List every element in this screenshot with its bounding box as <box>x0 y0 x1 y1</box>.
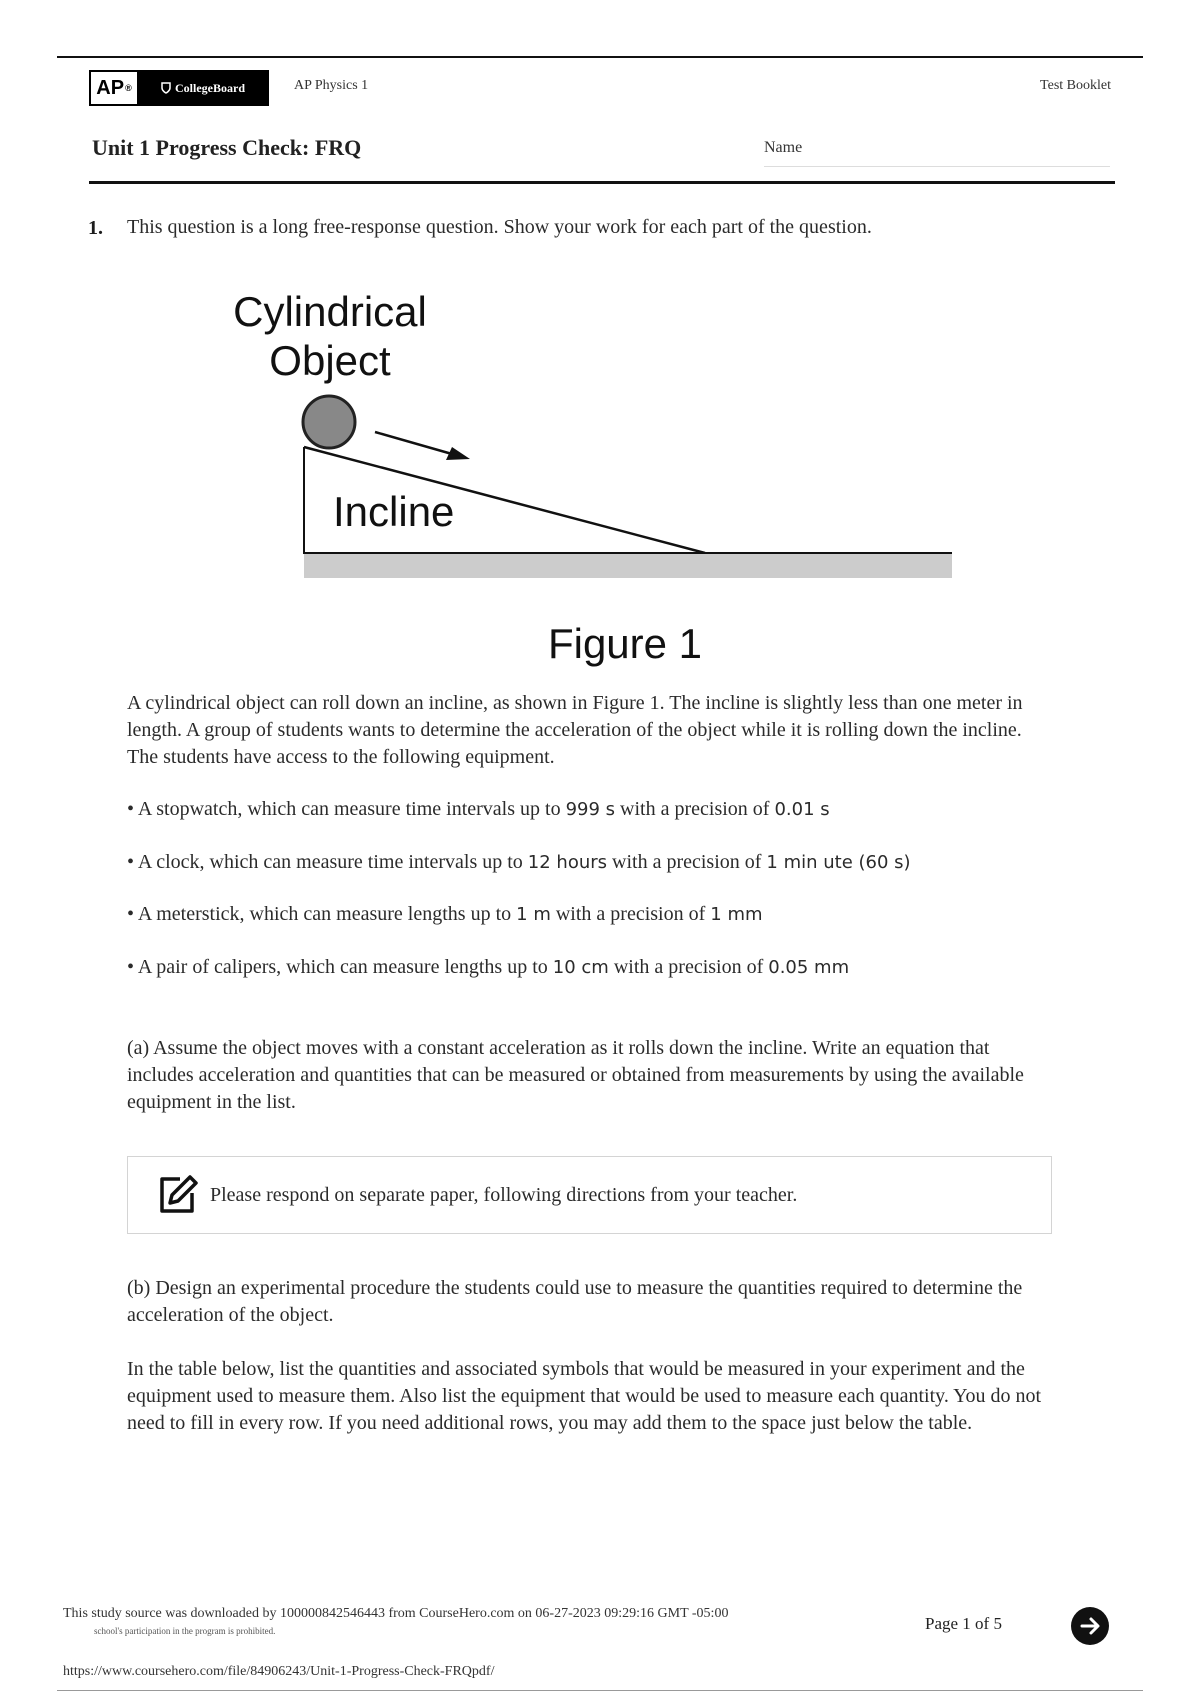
ap-collegeboard-logo <box>89 70 269 106</box>
header-rule <box>89 181 1115 184</box>
fine-print: school's participation in the program is prohibited. <box>94 1626 276 1636</box>
figure-caption: Figure 1 <box>547 620 703 667</box>
cylinder-shape <box>303 396 355 448</box>
ap-logo: AP ® <box>91 72 139 104</box>
edit-icon <box>156 1173 200 1217</box>
incline-figure <box>200 280 980 670</box>
ground-surface <box>304 554 952 578</box>
part-a-prompt: (a) Assume the object moves with a constant acceleration as it rolls down the incline. Write an equation that includes acceleration and quantities that can be measured or obtained from measurements by using the available equipment in the list. <box>127 1037 1024 1113</box>
equipment-item-stopwatch: • A stopwatch, which can measure time intervals up to 999 s with a precision of 0.01 s <box>127 798 830 820</box>
equipment-item-meterstick: • A meterstick, which can measure lengths up to 1 m with a precision of 1 mm <box>127 903 763 925</box>
page-indicator: Page 1 of 5 <box>925 1614 1002 1633</box>
course-name: AP Physics 1 <box>294 78 369 93</box>
object-label: Object <box>269 337 391 384</box>
question-number: 1. <box>88 217 103 239</box>
part-b-table-instructions: In the table below, list the quantities and associated symbols that would be measured in your experiment and the equipment used to measure them. Also list the equipment that would be used to measure each quantity. You do not need to fill in every row. If you need additional rows, you may add them to the space just below the table. <box>127 1358 1042 1434</box>
bottom-rule <box>57 1690 1143 1691</box>
question-intro: This question is a long free-response question. Show your work for each part of the question. <box>127 216 872 238</box>
equipment-item-clock: • A clock, which can measure time intervals up to 12 hours with a precision of 1 min ute (60 s) <box>127 851 911 873</box>
source-url[interactable]: https://www.coursehero.com/file/84906243/Unit-1-Progress-Check-FRQpdf/ <box>63 1664 495 1679</box>
name-label: Name <box>764 139 803 156</box>
arrow-right-circle-icon <box>1077 1613 1103 1639</box>
problem-description: A cylindrical object can roll down an incline, as shown in Figure 1. The incline is slightly less than one meter in length. A group of students wants to determine the acceleration of the object while it is rolling down the incline. The students have access to the following equipment. <box>127 692 1023 768</box>
equipment-item-calipers: • A pair of calipers, which can measure lengths up to 10 cm with a precision of 0.05 mm <box>127 956 850 978</box>
cylindrical-object-label: Cylindrical <box>233 288 427 335</box>
part-b-prompt: (b) Design an experimental procedure the students could use to measure the quantities required to determine the acceleration of the object. <box>127 1277 1023 1326</box>
respond-instruction-text: Please respond on separate paper, following directions from your teacher. <box>210 1183 798 1206</box>
next-page-button[interactable] <box>1071 1607 1109 1645</box>
arrow-head <box>446 447 470 460</box>
name-field[interactable] <box>764 166 1110 167</box>
motion-arrow <box>375 432 452 454</box>
incline-label: Incline <box>333 488 455 535</box>
shield-icon <box>161 82 171 94</box>
download-notice: This study source was downloaded by 100000842546443 from CourseHero.com on 06-27-2023 09:29:16 GMT -05:00 <box>63 1606 729 1621</box>
collegeboard-logo: CollegeBoard <box>139 72 267 104</box>
page-title: Unit 1 Progress Check: FRQ <box>92 135 362 160</box>
top-rule <box>57 56 1143 58</box>
response-instruction-box <box>127 1156 1052 1234</box>
booklet-label: Test Booklet <box>1040 78 1111 93</box>
